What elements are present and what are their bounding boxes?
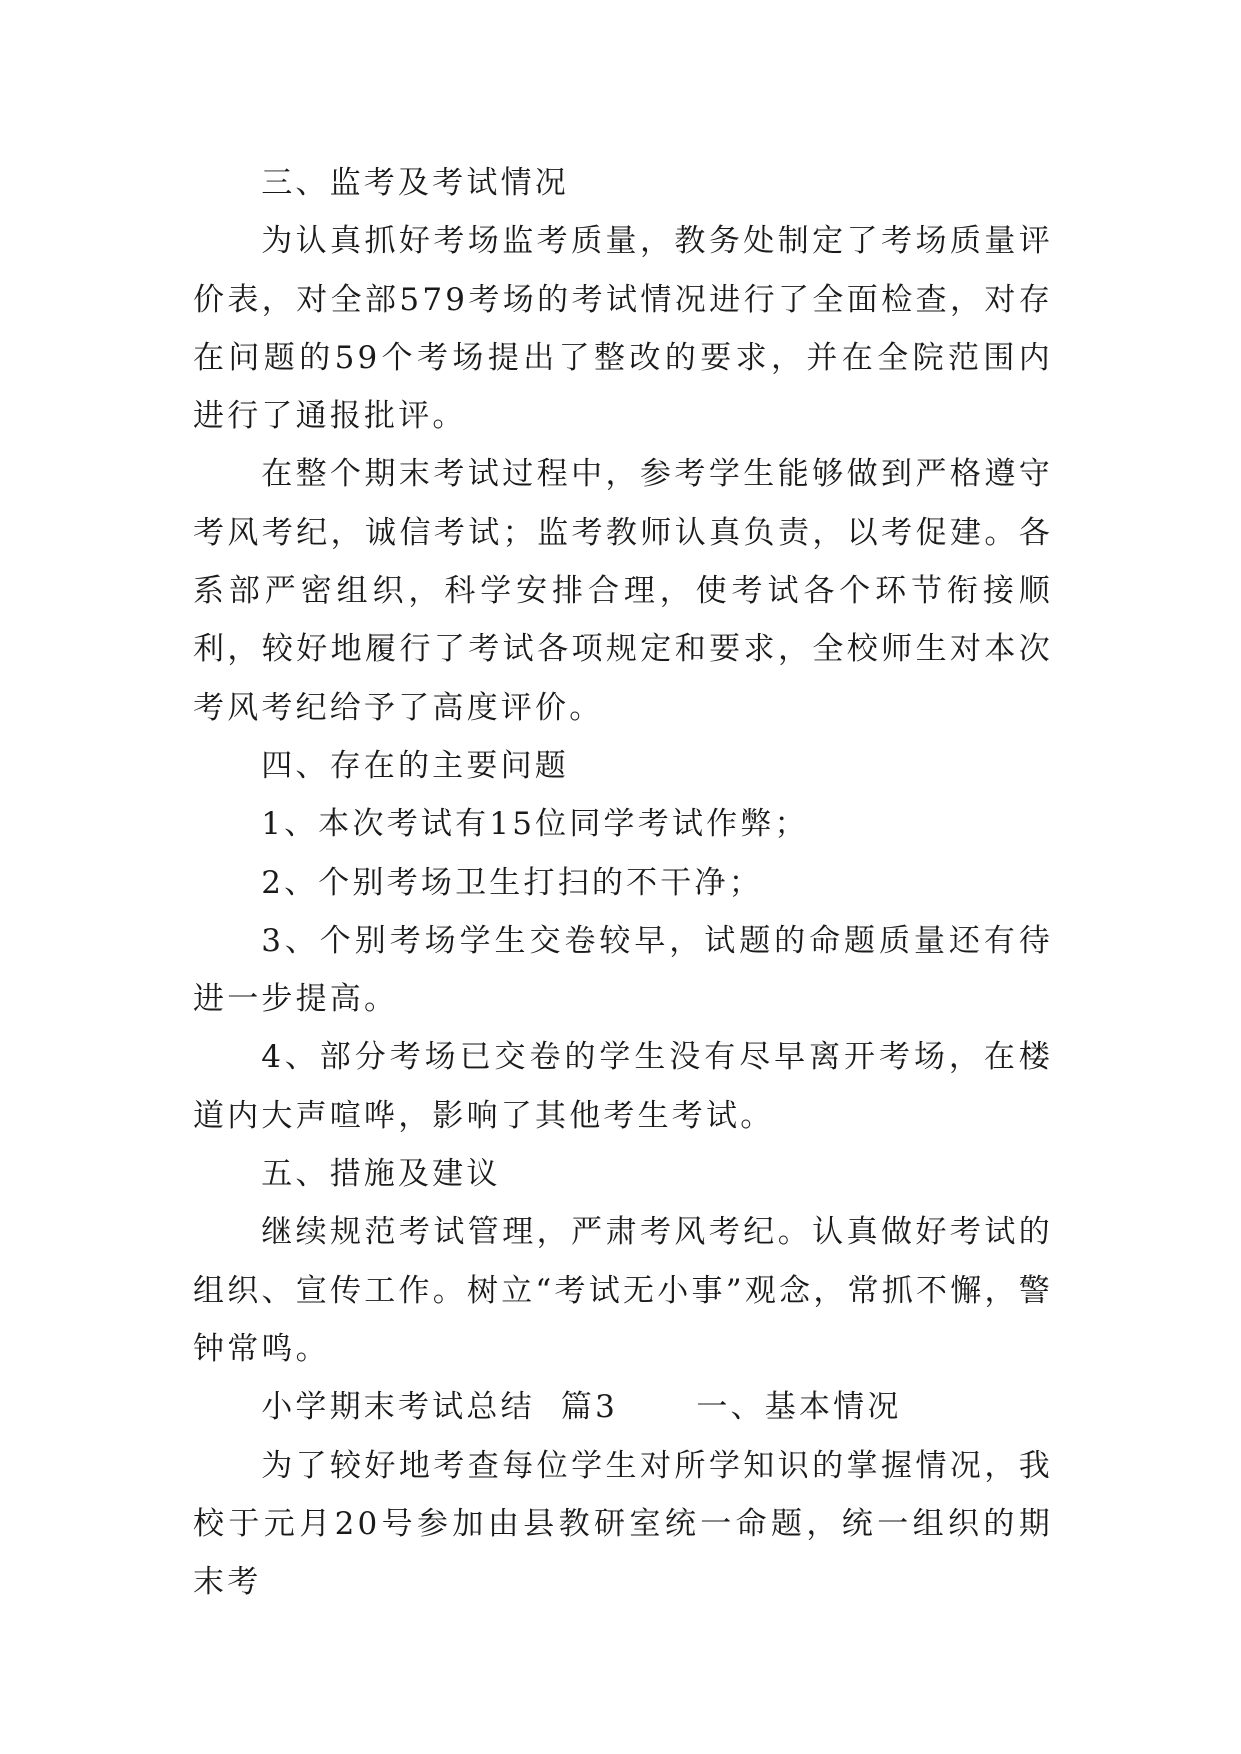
- paragraph-exam-process: 在整个期末考试过程中，参考学生能够做到严格遵守考风考纪，诚信考试；监考教师认真负责，以考促建。各系部严密组织，科学安排合理，使考试各个环节衔接顺利，较好地履行了考试各项规定和要求，全校师生对本次考风考纪给予了高度评价。: [193, 456, 1053, 726]
- list-item-problem-2: 2、个别考场卫生打扫的不干净；: [261, 864, 763, 901]
- document-body: [193, 154, 1053, 1611]
- paragraph-measures: 继续规范考试管理，严肃考风考纪。认真做好考试的组织、宣传工作。树立“考试无小事”观念，常抓不懈，警钟常鸣。: [193, 1214, 1053, 1367]
- list-item-problem-1: 1、本次考试有15位同学考试作弊；: [261, 806, 809, 843]
- list-item-problem-3: 3、个别考场学生交卷较早，试题的命题质量还有待进一步提高。: [193, 922, 1053, 1018]
- paragraph-basic-situation: 为了较好地考查每位学生对所学知识的掌握情况，我校于元月20号参加由县教研室统一命题，统一组织的期末考: [193, 1447, 1053, 1601]
- section-heading-measures: 五、措施及建议: [261, 1156, 501, 1193]
- article-heading-part-3: 小学期末考试总结 篇3 一、基本情况: [261, 1389, 902, 1426]
- paragraph-supervision-quality: 为认真抓好考场监考质量，教务处制定了考场质量评价表，对全部579考场的考试情况进行了全面检查，对存在问题的59个考场提出了整改的要求，并在全院范围内进行了通报批评。: [193, 223, 1053, 435]
- section-heading-exam-supervision: 三、监考及考试情况: [261, 165, 569, 201]
- list-item-problem-4: 4、部分考场已交卷的学生没有尽早离开考场，在楼道内大声喧哗，影响了其他考生考试。: [193, 1039, 1053, 1134]
- section-heading-main-problems: 四、存在的主要问题: [261, 747, 569, 784]
